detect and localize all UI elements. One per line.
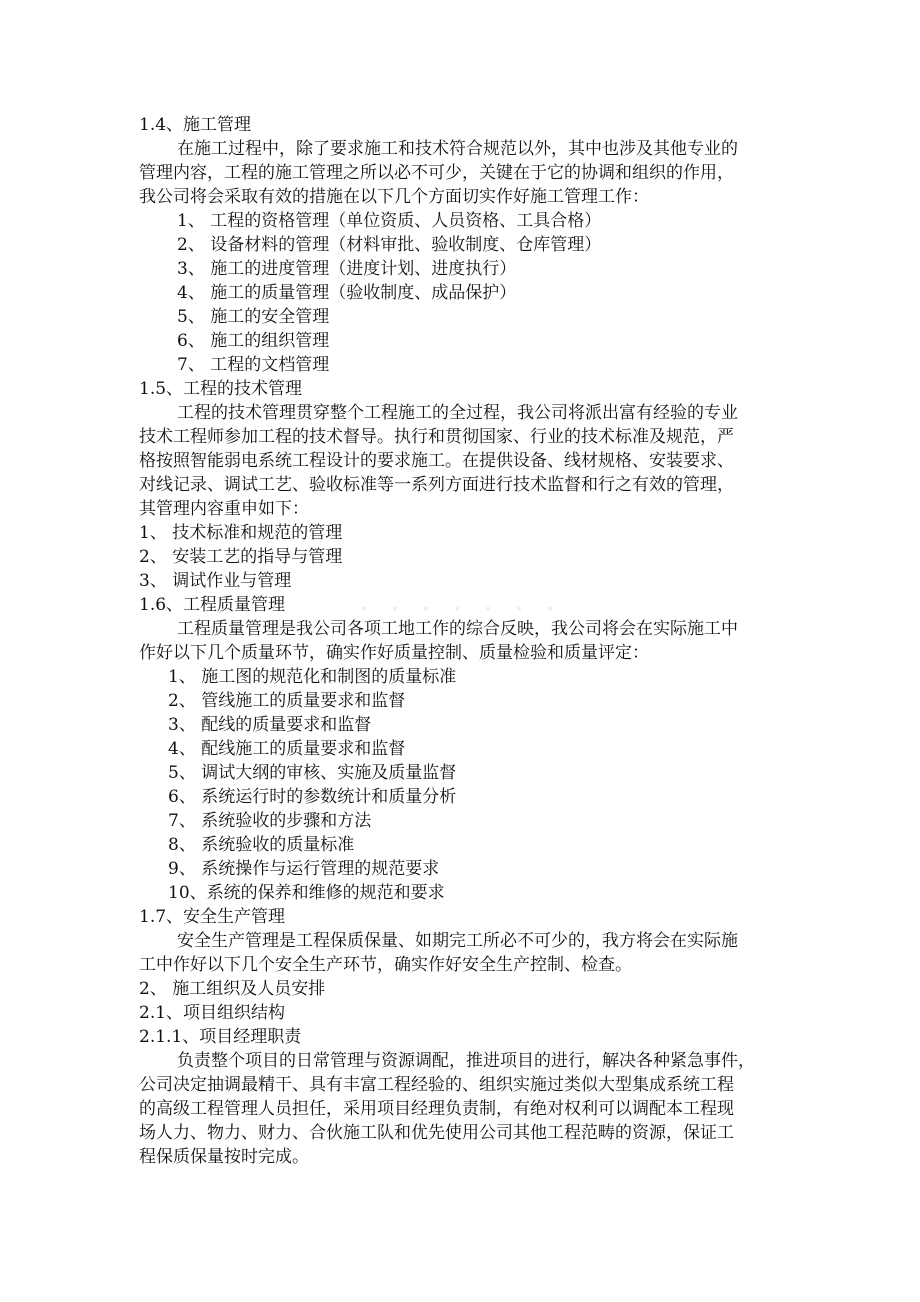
sub-sub-heading: 2.1.1、项目经理职责 bbox=[139, 1027, 302, 1047]
list-item: 9、 系统操作与运行管理的规范要求 bbox=[168, 859, 440, 879]
section-heading: 1.4、施工管理 bbox=[139, 115, 252, 135]
paragraph-line: 作好以下几个质量环节，确实作好质量控制、质量检验和质量评定： bbox=[139, 643, 649, 663]
paragraph-line: 负责整个项目的日常管理与资源调配，推进项目的进行，解决各种紧急事件， bbox=[177, 1051, 755, 1071]
list-item: 5、 调试大纲的审核、实施及质量监督 bbox=[168, 763, 457, 783]
list-item: 4、 配线施工的质量要求和监督 bbox=[168, 739, 406, 759]
list-item: 10、系统的保养和维修的规范和要求 bbox=[168, 883, 445, 903]
paragraph-line: 在施工过程中，除了要求施工和技术符合规范以外，其中也涉及其他专业的 bbox=[177, 139, 738, 159]
paragraph-line: 其管理内容重申如下： bbox=[139, 499, 309, 519]
section-heading: 2、 施工组织及人员安排 bbox=[139, 979, 326, 999]
paragraph-line: 程保质保量按时完成。 bbox=[139, 1147, 309, 1167]
paragraph-line: 我公司将会采取有效的措施在以下几个方面切实作好施工管理工作： bbox=[139, 187, 649, 207]
list-item: 1、 工程的资格管理（单位资质、人员资格、工具合格） bbox=[177, 211, 602, 231]
paragraph-line: 场人力、物力、财力、合伙施工队和优先使用公司其他工程范畴的资源，保证工 bbox=[139, 1123, 734, 1143]
paragraph-line: 公司决定抽调最精干、具有丰富工程经验的、组织实施过类似大型集成系统工程 bbox=[139, 1075, 734, 1095]
watermark: · · · · · · · bbox=[359, 592, 561, 627]
list-item: 5、 施工的安全管理 bbox=[177, 307, 330, 327]
list-item: 2、 管线施工的质量要求和监督 bbox=[168, 691, 406, 711]
paragraph-line: 工中作好以下几个安全生产环节，确实作好安全生产控制、检查。 bbox=[139, 955, 632, 975]
list-item: 3、 施工的进度管理（进度计划、进度执行） bbox=[177, 259, 517, 279]
list-item: 7、 系统验收的步骤和方法 bbox=[168, 811, 372, 831]
sub-heading: 2.1、项目组织结构 bbox=[139, 1003, 286, 1023]
section-heading: 1.6、工程质量管理 bbox=[139, 595, 286, 615]
paragraph-line: 对线记录、调试工艺、验收标准等一系列方面进行技术监督和行之有效的管理， bbox=[139, 475, 734, 495]
list-item: 1、 技术标准和规范的管理 bbox=[139, 523, 343, 543]
paragraph-line: 安全生产管理是工程保质保量、如期完工所必不可少的，我方将会在实际施 bbox=[177, 931, 738, 951]
paragraph-line: 管理内容，工程的施工管理之所以必不可少，关键在于它的协调和组织的作用， bbox=[139, 163, 734, 183]
list-item: 4、 施工的质量管理（验收制度、成品保护） bbox=[177, 283, 517, 303]
paragraph-line: 工程的技术管理贯穿整个工程施工的全过程，我公司将派出富有经验的专业 bbox=[177, 403, 738, 423]
list-item: 7、 工程的文档管理 bbox=[177, 355, 330, 375]
paragraph-line: 工程质量管理是我公司各项工地工作的综合反映，我公司将会在实际施工中 bbox=[177, 619, 738, 639]
section-heading: 1.7、安全生产管理 bbox=[139, 907, 286, 927]
list-item: 2、 安装工艺的指导与管理 bbox=[139, 547, 343, 567]
list-item: 8、 系统验收的质量标准 bbox=[168, 835, 355, 855]
section-heading: 1.5、工程的技术管理 bbox=[139, 379, 303, 399]
list-item: 3、 配线的质量要求和监督 bbox=[168, 715, 372, 735]
list-item: 3、 调试作业与管理 bbox=[139, 571, 292, 591]
list-item: 6、 系统运行时的参数统计和质量分析 bbox=[168, 787, 457, 807]
list-item: 1、 施工图的规范化和制图的质量标准 bbox=[168, 667, 457, 687]
list-item: 2、 设备材料的管理（材料审批、验收制度、仓库管理） bbox=[177, 235, 602, 255]
paragraph-line: 的高级工程管理人员担任，采用项目经理负责制，有绝对权利可以调配本工程现 bbox=[139, 1099, 734, 1119]
paragraph-line: 技术工程师参加工程的技术督导。执行和贯彻国家、行业的技术标准及规范，严 bbox=[139, 427, 734, 447]
paragraph-line: 格按照智能弱电系统工程设计的要求施工。在提供设备、线材规格、安装要求、 bbox=[139, 451, 734, 471]
list-item: 6、 施工的组织管理 bbox=[177, 331, 330, 351]
